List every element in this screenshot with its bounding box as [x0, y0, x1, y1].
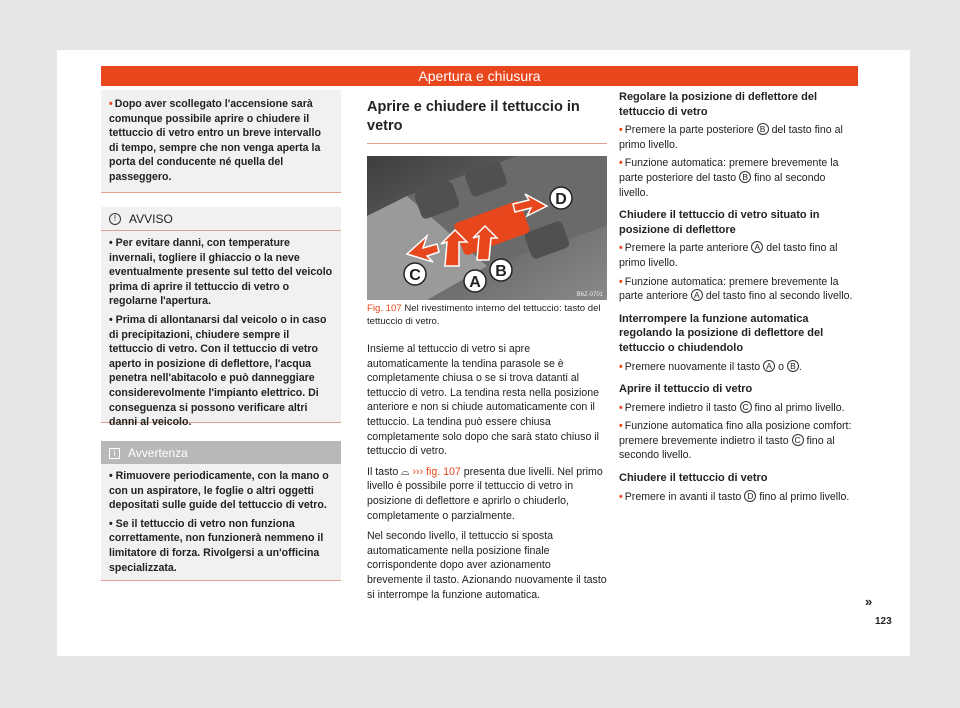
- label-c: C: [409, 267, 421, 284]
- column-left: [101, 90, 341, 581]
- list-item: • Premere indietro il tasto C fino al primo livello.: [619, 401, 845, 414]
- list-item: • Premere la parte anteriore A del tasto fino al primo livello.: [619, 242, 838, 269]
- intro-text: • Dopo aver scollegato l'accensione sarà comunque possibile aprire o chiudere il tettuccio di vetro entro un breve intervallo di tempo, sempre che non venga aperta la porta del conducente né quella del passeggero.: [109, 98, 321, 183]
- subheading: Interrompere la funzione automatica regolando la posizione di deflettore del tettuccio o chiudendolo: [619, 312, 824, 354]
- list-item: • Funzione automatica: premere brevemente la parte posteriore del tasto B fino al secondo livello.: [619, 157, 839, 199]
- column-middle: [367, 90, 607, 608]
- info-icon: i: [109, 448, 120, 459]
- continue-icon: »: [865, 594, 873, 609]
- key-badge: C: [740, 401, 752, 413]
- roof-switch-illustration: [367, 156, 607, 300]
- label-d: D: [555, 191, 567, 208]
- figure-link[interactable]: ››› fig. 107: [412, 465, 461, 478]
- list-item: • Funzione automatica: premere brevemente la parte anteriore A del tasto fino al secondo livello.: [619, 275, 853, 303]
- roof-switch-icon: ⌓: [401, 465, 410, 478]
- avvertenza-box: [101, 441, 341, 581]
- column-right: [619, 90, 857, 504]
- key-badge: B: [757, 123, 769, 135]
- avviso-item: • Prima di allontanarsi dal veicolo o in caso di precipitazioni, chiudere sempre il tettuccio di vetro. Con il tettuccio di vetro aperto in posizione di deflettore, l'acqua penetra nell'abitacolo e può danneggiare considerevolmente l'impianto elettrico. Di conseguenza si possono verificare altri danni al veicolo.: [109, 313, 327, 429]
- list-item: • Funzione automatica fino alla posizione comfort: premere brevemente indietro il tasto C fino al secondo livello.: [619, 420, 852, 462]
- warning-circle-icon: !: [109, 213, 121, 225]
- avviso-item: • Per evitare danni, con temperature invernali, togliere il ghiaccio o la neve eventualmente presente sul tetto del veicolo prima di aprire il tettuccio di vetro o regolarne l'apertura.: [109, 237, 333, 308]
- avvertenza-header: i Avvertenza: [101, 441, 341, 464]
- key-badge: A: [751, 241, 763, 253]
- avvertenza-item: • Se il tettuccio di vetro non funziona correttamente, non funzionerà nemmeno il limitatore di forza. Rivolgersi a un'officina specializzata.: [109, 517, 324, 574]
- key-badge: B: [739, 171, 751, 183]
- body-text: Insieme al tettuccio di vetro si apre automaticamente la tendina parasole se è completamente chiusa o se si trova datanti al tettuccio di vetro. La tendina resta nella posizione anteriore e non si chiude automaticamente con il tettuccio. La tendina può essere chiusa completamente solo dopo che sarà stato chiuso il tettuccio di vetro. Il tasto ⌓ ››› fig. 107 presenta due livelli. Nel primo livello è possibile porre il tettuccio di vetro in posizione di deflettore e aprirlo o chiuderlo, completamente o parzialmente. Nel secondo livello, il tettuccio si sposta automaticamente nella posizione finale corrispondente dopo aver azionamento brevemente il tasto. Azionando nuovamente il tasto si interrompe la funzione automatica.: [367, 343, 607, 601]
- avvertenza-item: • Rimuovere periodicamente, con la mano o con un aspiratore, le foglie o altri oggetti depositati sulle guide del tettuccio di vetro.: [109, 470, 329, 512]
- subheading: Aprire il tettuccio di vetro: [619, 383, 753, 396]
- key-badge: C: [792, 434, 804, 446]
- section-heading: Aprire e chiudere il tettuccio in vetro: [367, 98, 607, 144]
- page-number: 123: [875, 616, 892, 627]
- subheading: Chiudere il tettuccio di vetro: [619, 472, 768, 485]
- section-header: Apertura e chiusura: [101, 66, 858, 86]
- subheading: Chiudere il tettuccio di vetro situato in posizione di deflettore: [619, 209, 820, 236]
- figure-caption: Fig. 107 Nel rivestimento interno del tettuccio: tasto del tettuccio di vetro.: [367, 303, 601, 327]
- list-item: • Premere nuovamente il tasto A o B .: [619, 360, 802, 373]
- list-item: • Premere la parte posteriore B del tasto fino al primo livello.: [619, 124, 843, 151]
- avviso-box: [101, 207, 341, 429]
- list-item: • Premere in avanti il tasto D fino al primo livello.: [619, 490, 850, 503]
- key-badge: B: [787, 360, 799, 372]
- key-badge: D: [744, 490, 756, 502]
- key-badge: A: [763, 360, 775, 372]
- label-b: B: [495, 263, 507, 280]
- avviso-header: ! AVVISO: [101, 207, 341, 231]
- bullet-icon: •: [109, 98, 113, 110]
- key-badge: A: [691, 289, 703, 301]
- figure-code: B6Z-0701: [576, 292, 603, 298]
- intro-box: [101, 90, 341, 193]
- manual-page: [57, 50, 910, 656]
- label-a: A: [469, 274, 481, 291]
- subheading: Regolare la posizione di deflettore del tettuccio di vetro: [619, 91, 818, 118]
- figure-roof-switch: [367, 156, 607, 300]
